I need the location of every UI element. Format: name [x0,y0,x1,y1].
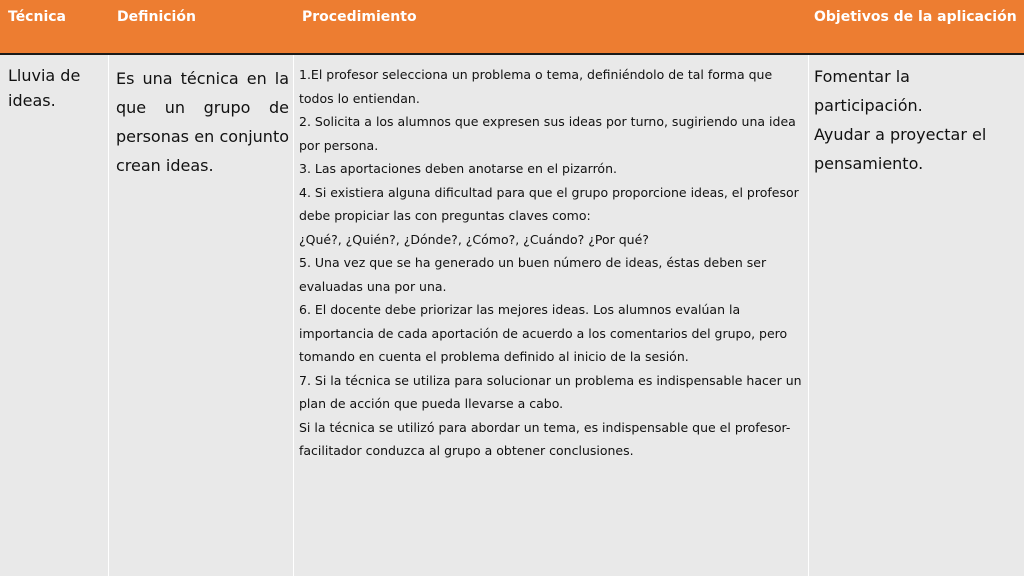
procedure-step: 5. Una vez que se ha generado un buen número de ideas, éstas deben ser evaluadas una por una. [299,255,771,294]
objective-item: Fomentar la participación. [814,67,923,115]
objective-item: Ayudar a proyectar el pensamiento. [814,125,987,173]
procedure-step: ¿Qué?, ¿Quién?, ¿Dónde?, ¿Cómo?, ¿Cuándo? ¿Por qué? [299,231,649,247]
procedure-step: 7. Si la técnica se utiliza para solucionar un problema es indispensable hacer un plan de acción que pueda llevarse a cabo. [299,372,806,411]
procedure-step: 2. Solicita a los alumnos que expresen sus ideas por turno, sugiriendo una idea por persona. [299,114,800,153]
header-objetivos: Objetivos de la aplicación [814,9,1017,25]
header-procedimiento: Procedimiento [302,9,417,25]
procedure-step: 1.El profesor selecciona un problema o tema, definiéndolo de tal forma que todos lo entiendan. [299,67,777,106]
cell-tecnica: Lluvia de ideas. [8,66,81,110]
column-divider [108,55,109,576]
cell-procedimiento [299,63,807,463]
procedure-step: 3. Las aportaciones deben anotarse en el pizarrón. [299,161,617,176]
procedure-step: 6. El docente debe priorizar las mejores ideas. Los alumnos evalúan la importancia de cada aportación de acuerdo a los comentarios del grupo, pero tomando en cuenta el problema definido al inicio de la sesión. [299,302,792,364]
header-definicion: Definición [117,9,196,25]
cell-definicion: Es una técnica en la que un grupo de personas en conjunto crean ideas. [116,69,289,175]
header-tecnica: Técnica [8,9,66,25]
table-header-row [0,0,1024,55]
cell-objetivos [814,62,1019,178]
column-divider [808,55,809,576]
procedure-step: Si la técnica se utilizó para abordar un tema, es indispensable que el profesor-facilitador conduzca al grupo a obtener conclusiones. [299,419,791,458]
procedure-step: 4. Si existiera alguna dificultad para que el grupo proporcione ideas, el profesor debe propiciar las con preguntas claves como: [299,184,807,223]
table-row [0,55,1024,576]
column-divider [293,55,294,576]
